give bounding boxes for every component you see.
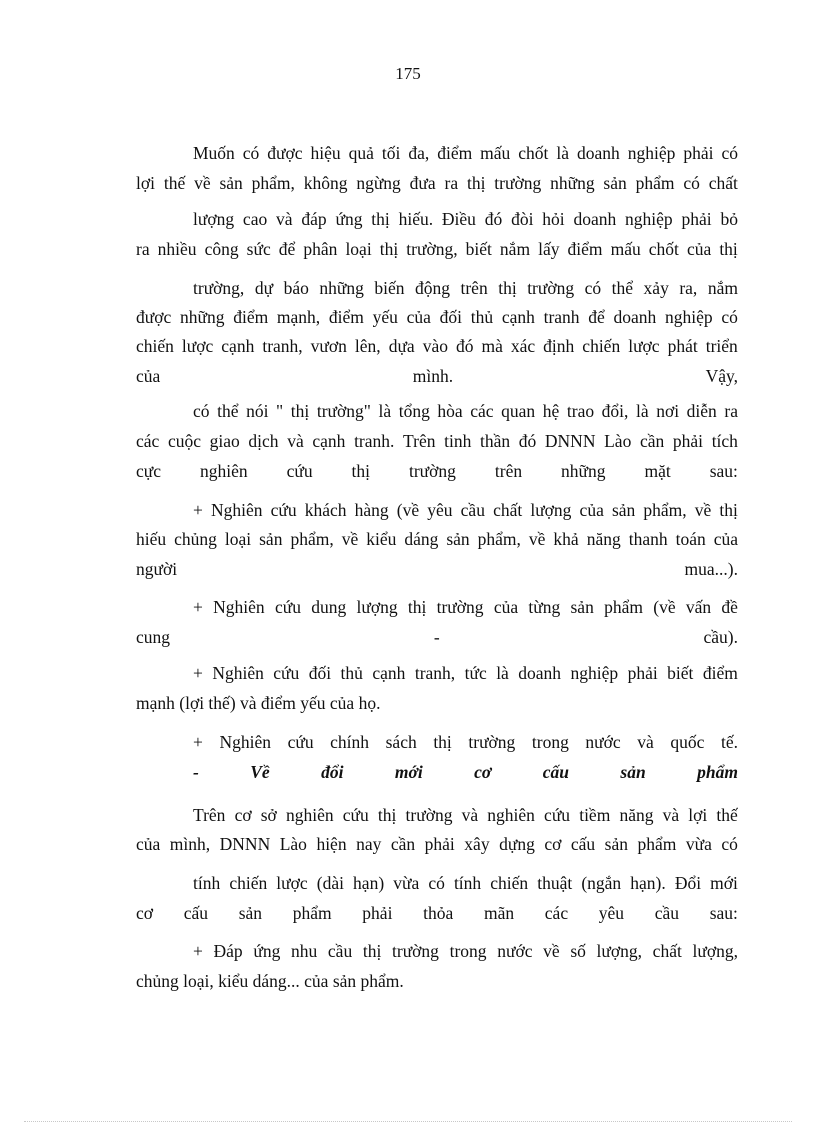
text-word: phẩm: [697, 762, 738, 782]
text-word: cực: [136, 461, 162, 481]
text-word: mình.: [412, 366, 454, 386]
text-word: sau:: [709, 903, 738, 923]
text-word: cầu).: [703, 627, 738, 647]
text-line: tính chiến lược (dài hạn) vừa có tính chiến thuật (ngắn hạn). Đổi mới: [193, 873, 738, 893]
text-line: chủng loại, kiểu dáng... của sản phẩm.: [136, 971, 404, 991]
text-word: -: [193, 762, 199, 782]
text-line: Trên cơ sở nghiên cứu thị trường và nghiên cứu tiềm năng và lợi thế: [193, 805, 738, 825]
text-line: + Nghiên cứu khách hàng (về yêu cầu chất lượng của sản phẩm, về thị: [193, 500, 738, 520]
text-word: thị: [351, 461, 371, 481]
text-word: mua...).: [684, 559, 738, 579]
text-word: Vậy,: [705, 366, 738, 386]
text-line: có thể nói " thị trường" là tổng hòa các quan hệ trao đổi, là nơi diễn ra: [193, 401, 738, 421]
text-line: của mình, DNNN Lào hiện nay cần phải xây dựng cơ cấu sản phẩm vừa có: [136, 834, 738, 854]
text-line: hiếu chủng loại sản phẩm, về kiểu dáng sản phẩm, về khả năng thanh toán của: [136, 529, 738, 549]
text-line: [136, 460, 738, 482]
text-line: [136, 902, 738, 924]
page-bottom-rule: [24, 1121, 792, 1122]
text-line: Muốn có được hiệu quả tối đa, điểm mấu chốt là doanh nghiệp phải có: [193, 143, 738, 163]
text-word: cơ: [136, 903, 154, 923]
text-word: sản: [620, 762, 646, 782]
text-word: của: [136, 366, 161, 386]
text-word: mới: [394, 762, 423, 782]
page-number: 175: [395, 64, 421, 83]
text-word: trường: [408, 461, 456, 481]
text-line: + Nghiên cứu đối thủ cạnh tranh, tức là doanh nghiệp phải biết điểm: [193, 663, 738, 683]
text-word: cấu: [183, 903, 209, 923]
text-word: cung: [136, 627, 171, 647]
text-line: được những điểm mạnh, điểm yếu của đối thủ cạnh tranh để doanh nghiệp có: [136, 307, 738, 327]
text-word: cứu: [286, 461, 313, 481]
text-word: mặt: [644, 461, 671, 481]
text-word: Về: [250, 762, 270, 782]
text-line: các cuộc giao dịch và cạnh tranh. Trên tinh thần đó DNNN Lào cần phải tích: [136, 431, 738, 451]
text-line: [136, 626, 738, 648]
text-word: sản: [238, 903, 263, 923]
text-line: [136, 365, 738, 387]
text-word: người: [136, 559, 178, 579]
text-word: thỏa: [423, 903, 454, 923]
text-line: + Đáp ứng nhu cầu thị trường trong nước về số lượng, chất lượng,: [193, 941, 738, 961]
text-line: lợi thế về sản phẩm, không ngừng đưa ra thị trường những sản phẩm có chất: [136, 173, 738, 193]
text-word: phải: [362, 903, 393, 923]
section-heading: [193, 761, 738, 783]
text-word: yêu: [598, 903, 625, 923]
text-word: trên: [494, 461, 523, 481]
text-word: các: [544, 903, 569, 923]
text-line: mạnh (lợi thế) và điểm yếu của họ.: [136, 693, 381, 713]
text-word: cơ: [474, 762, 492, 782]
text-word: đổi: [321, 762, 344, 782]
text-word: nghiên: [199, 461, 248, 481]
text-word: -: [433, 627, 440, 647]
text-word: phẩm: [292, 903, 332, 923]
text-word: cấu: [542, 762, 569, 782]
text-line: [136, 558, 738, 580]
text-word: cầu: [654, 903, 680, 923]
text-line: chiến lược cạnh tranh, vươn lên, dựa vào đó mà xác định chiến lược phát triển: [136, 336, 738, 356]
text-line: + Nghiên cứu dung lượng thị trường của từng sản phẩm (về vấn đề: [193, 597, 738, 617]
text-line: ra nhiều công sức để phân loại thị trường, biết nắm lấy điểm mấu chốt của thị: [136, 239, 738, 259]
text-line: + Nghiên cứu chính sách thị trường trong nước và quốc tế.: [193, 732, 738, 752]
text-word: mãn: [483, 903, 515, 923]
text-line: lượng cao và đáp ứng thị hiếu. Điều đó đòi hỏi doanh nghiệp phải bỏ: [193, 209, 738, 229]
text-word: sau:: [709, 461, 738, 481]
text-word: những: [561, 461, 606, 481]
text-line: trường, dự báo những biến động trên thị trường có thể xảy ra, nắm: [193, 278, 738, 298]
